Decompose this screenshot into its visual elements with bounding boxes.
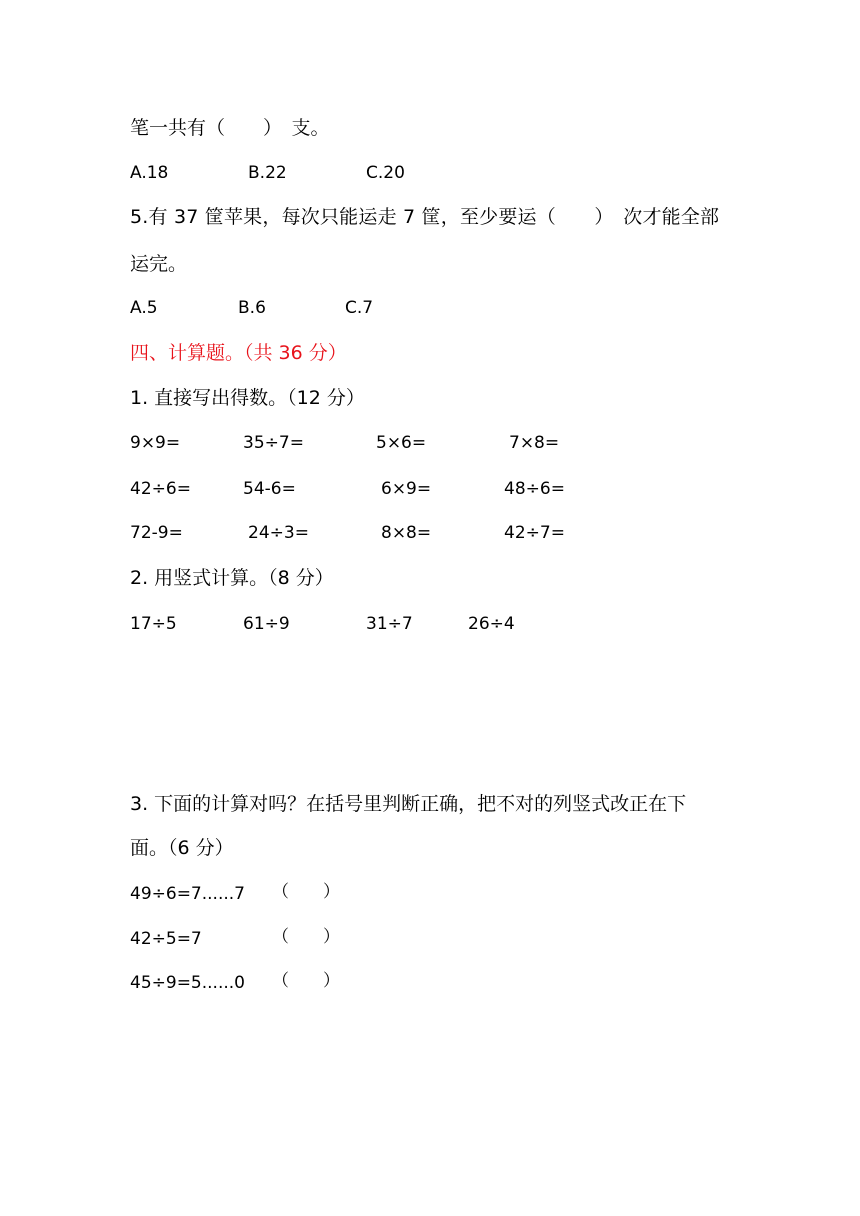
oral-calc-item: 8×8=	[381, 523, 432, 543]
oral-calc-item: 54-6=	[243, 479, 296, 499]
oral-calc-item: 9×9=	[130, 433, 181, 453]
section-4-title: 四、计算题。（共 36 分）	[130, 342, 347, 364]
judge-item-expression: 42÷5=7	[130, 929, 202, 949]
part2-title: 2. 用竖式计算。（8 分）	[130, 567, 334, 589]
oral-calc-item: 42÷7=	[504, 523, 565, 543]
oral-calc-item: 5×6=	[376, 433, 427, 453]
judge-item-blank: （ ）	[272, 927, 340, 947]
judge-item-blank: （ ）	[272, 882, 340, 902]
q5-text-line1: 5.有 37 筐苹果，每次只能运走 7 筐，至少要运（ ） 次才能全部	[130, 206, 720, 228]
q5-text-line2: 运完。	[130, 253, 188, 275]
q4-option-a: A.18	[130, 163, 169, 183]
oral-calc-item: 7×8=	[509, 433, 560, 453]
q5-option-b: B.6	[238, 298, 266, 318]
judge-item-expression: 49÷6=7......7	[130, 884, 245, 904]
vertical-calc-item: 31÷7	[366, 614, 413, 634]
vertical-calc-item: 26÷4	[468, 614, 515, 634]
part3-text-line1: 3. 下面的计算对吗？在括号里判断正确，把不对的列竖式改正在下	[130, 793, 687, 815]
oral-calc-item: 35÷7=	[243, 433, 304, 453]
oral-calc-item: 48÷6=	[504, 479, 565, 499]
q4-option-b: B.22	[248, 163, 287, 183]
q5-option-c: C.7	[345, 298, 374, 318]
oral-calc-item: 6×9=	[381, 479, 432, 499]
judge-item-expression: 45÷9=5......0	[130, 973, 245, 993]
q5-option-a: A.5	[130, 298, 158, 318]
vertical-calc-item: 61÷9	[243, 614, 290, 634]
judge-item-blank: （ ）	[272, 971, 340, 991]
q4-option-c: C.20	[366, 163, 405, 183]
part3-text-line2: 面。（6 分）	[130, 837, 234, 859]
oral-calc-item: 72-9=	[130, 523, 183, 543]
q4-continuation: 笔一共有（ ） 支。	[130, 117, 330, 139]
oral-calc-item: 24÷3=	[248, 523, 309, 543]
oral-calc-item: 42÷6=	[130, 479, 191, 499]
part1-title: 1. 直接写出得数。（12 分）	[130, 387, 365, 409]
vertical-calc-item: 17÷5	[130, 614, 177, 634]
